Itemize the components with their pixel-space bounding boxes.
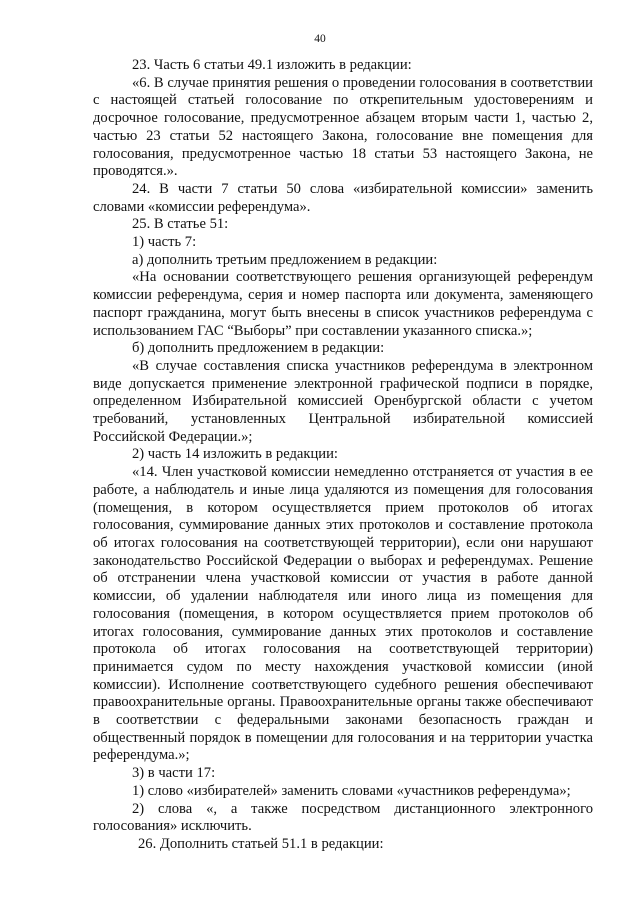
page-number: 40 <box>314 33 326 45</box>
document-body <box>93 57 593 854</box>
paragraph: «На основании соответствующего решения организующей референдум комиссии референдума, серия и номер паспорта или документа, заменяющего паспорт гражданина, могут быть внесены в список участников референдума с использованием ГАС “Выборы” при составлении указанного списка.»; <box>93 269 593 339</box>
paragraph: б) дополнить предложением в редакции: <box>132 340 385 357</box>
paragraph: 24. В части 7 статьи 50 слова «избирательной комиссии» заменить словами «комиссии референдума». <box>93 180 593 215</box>
paragraph: а) дополнить третьим предложением в редакции: <box>132 251 438 268</box>
paragraph: «6. В случае принятия решения о проведении голосования в соответствии с настоящей статьей голосование по открепительным удостоверениям и досрочное голосование, предусмотренное абзацем вторым части 1, частью 2, частью 23 статьи 52 настоящего Закона, голосование вне помещения для голосования, предусмотренное частью 18 статьи 53 настоящего Закона, не проводятся.». <box>93 74 593 180</box>
paragraph: 1) слово «избирателей» заменить словами «участников референдума»; <box>132 782 571 799</box>
paragraph: «14. Член участковой комиссии немедленно отстраняется от участия в ее работе, а наблюдатель и иные лица удаляются из помещения для голосования (помещения, в котором осуществляется прием протоколов об итогах голосования, суммирование данных этих протоколов и составление протокола об итогах голосования на соответствующей территории), если они нарушают законодательство Российской Федерации о выборах и референдумах. Решение об отстранении члена участковой комиссии от участия в работе данной комиссии, об удалении наблюдателя или иного лица из помещения для голосования (помещения, в котором осуществляется прием протоколов об итогах голосования, суммирование данных этих протоколов и составление протокола об итогах голосования на соответствующей территории) принимается судом по месту нахождения участковой комиссии (иной комиссии). Исполнение соответствующего судебного решения обеспечивают правоохранительные органы. Правоохранительные органы также обеспечивают в соответствии с федеральными законами безопасность граждан и общественный порядок в помещении для голосования и на территории участка референдума.»; <box>93 464 593 764</box>
paragraph: 23. Часть 6 статьи 49.1 изложить в редакции: <box>132 57 412 73</box>
paragraph: 2) слова «, а также посредством дистанционного электронного голосования» исключить. <box>93 800 593 835</box>
paragraph: 2) часть 14 изложить в редакции: <box>132 446 338 463</box>
paragraph: «В случае составления списка участников референдума в электронном виде допускается применение электронной графической подписи в порядке, определенном Избирательной комиссией Оренбургской области с учетом требований, установленных Центральной избирательной комиссией Российской Федерации.»; <box>93 357 593 445</box>
paragraph: 3) в части 17: <box>132 765 216 782</box>
paragraph: 1) часть 7: <box>132 234 197 251</box>
paragraph: 26. Дополнить статьей 51.1 в редакции: <box>138 835 384 852</box>
paragraph: 25. В статье 51: <box>132 216 229 233</box>
